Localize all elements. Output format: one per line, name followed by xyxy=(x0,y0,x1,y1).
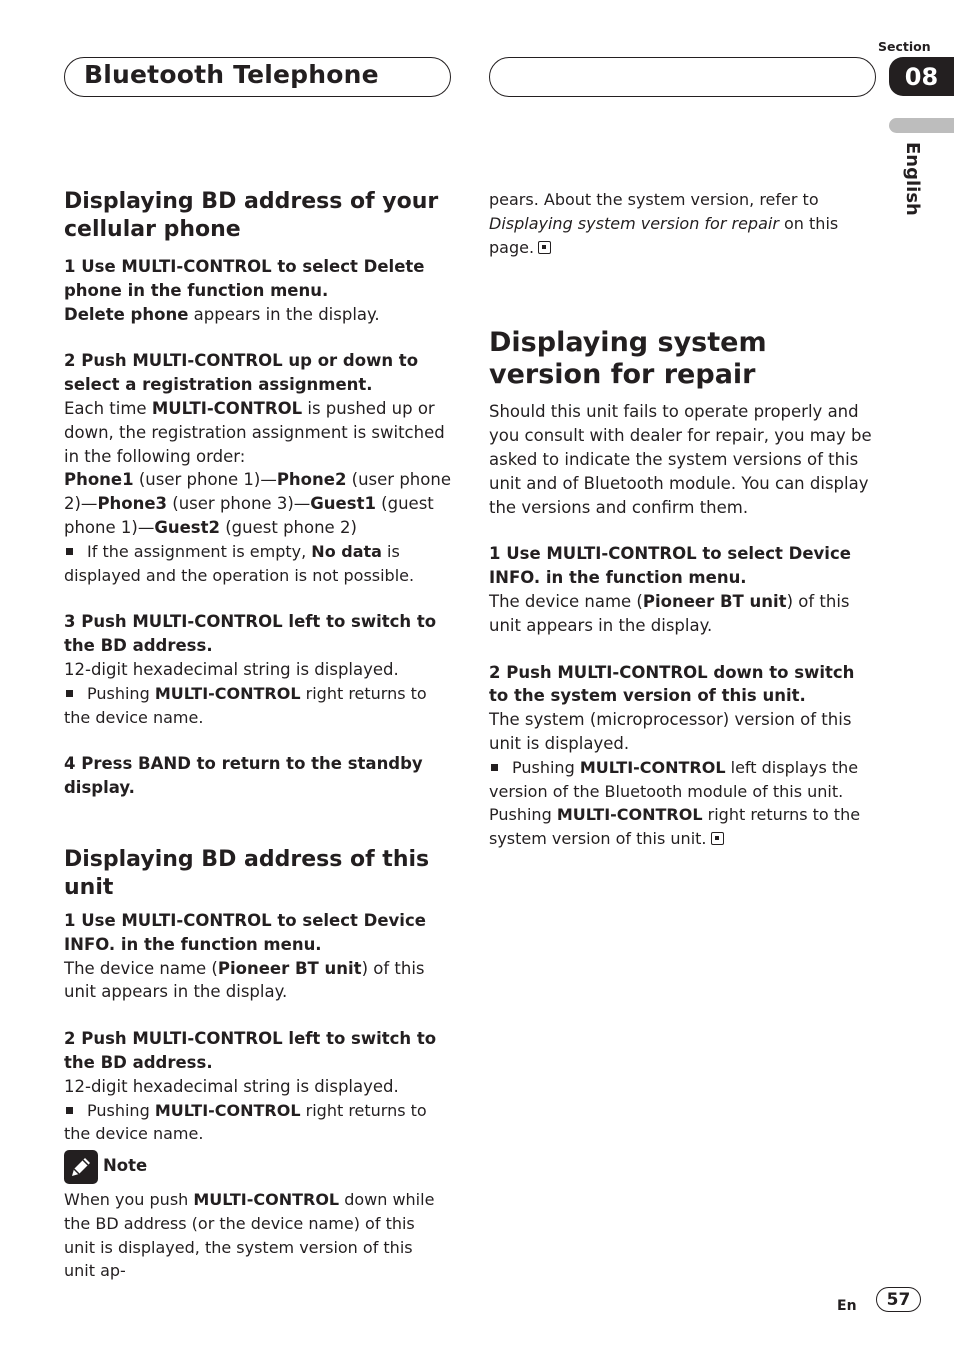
bullet-returns-device-name: Pushing MULTI-CONTROL right returns to the device name. xyxy=(64,683,427,727)
step-2-heading: 2 Push MULTI-CONTROL up or down to select a registration assignment. xyxy=(64,351,419,395)
sys-step-1-heading: 1 Use MULTI-CONTROL to select Device INFO. in the function menu. xyxy=(489,544,851,588)
left-column xyxy=(64,188,454,1146)
sys-step-2-text: The system (microprocessor) version of this unit is displayed. xyxy=(489,710,852,753)
right-column xyxy=(489,188,879,851)
bullet-icon xyxy=(66,690,73,697)
section-title-bd-unit: Displaying BD address of this unit xyxy=(64,846,430,900)
step-1-text: Delete phone appears in the display. xyxy=(64,304,380,324)
page-number: 57 xyxy=(876,1287,921,1312)
section-label: Section xyxy=(878,39,931,54)
sys-step-1-text: The device name (Pioneer BT unit) of this unit appears in the display. xyxy=(489,591,850,635)
section-number-badge: 08 xyxy=(889,57,954,96)
header-blank-frame xyxy=(489,57,876,97)
note-continuation: pears. About the system version, refer to Displaying system version for repair on this page. xyxy=(489,190,839,257)
bullet-empty-assignment: If the assignment is empty, No data is displayed and the operation is not possible. xyxy=(64,541,415,585)
step-3-heading: 3 Push MULTI-CONTROL left to switch to the BD address. xyxy=(64,612,437,656)
unit-step-2-heading: 2 Push MULTI-CONTROL left to switch to the BD address. xyxy=(64,1029,437,1072)
unit-step-1-text: The device name (Pioneer BT unit) of this unit appears in the display. xyxy=(64,958,425,1002)
step-4-heading: 4 Press BAND to return to the standby display. xyxy=(64,754,423,798)
page-header-title: Bluetooth Telephone xyxy=(84,60,379,89)
bullet-icon xyxy=(66,548,73,555)
note-label: Note xyxy=(103,1156,148,1175)
language-label: English xyxy=(902,142,923,216)
registration-order: Phone1 (user phone 1)—Phone2 (user phone 2)—Phone3 (user phone 3)—Guest1 (guest phone 1)—Guest2 (guest phone 2) xyxy=(64,470,451,537)
end-mark-icon xyxy=(538,241,551,254)
unit-step-1-heading: 1 Use MULTI-CONTROL to select Device INFO. in the function menu. xyxy=(64,910,426,954)
section-title-system-version: Displaying system version for repair xyxy=(489,327,767,391)
end-mark-icon xyxy=(711,832,724,845)
step-3-text: 12-digit hexadecimal string is displayed. xyxy=(64,659,399,679)
step-1-heading: 1 Use MULTI-CONTROL to select Delete phone in the function menu. xyxy=(64,257,425,300)
footer-language-code: En xyxy=(837,1298,857,1314)
unit-bullet-returns-device-name: Pushing MULTI-CONTROL right returns to the device name. xyxy=(64,1100,427,1144)
section-title-bd-cellular: Displaying BD address of your cellular phone xyxy=(64,189,439,242)
language-tab xyxy=(889,118,954,133)
bullet-icon xyxy=(491,764,498,771)
sys-bullet-bluetooth-version: Pushing MULTI-CONTROL left displays the version of the Bluetooth module of this unit. Pushing MULTI-CONTROL right returns to the system version of this unit. xyxy=(489,757,861,849)
unit-step-2-text: 12-digit hexadecimal string is displayed. xyxy=(64,1076,399,1096)
sys-step-2-heading: 2 Push MULTI-CONTROL down to switch to the system version of this unit. xyxy=(489,662,855,706)
system-version-intro: Should this unit fails to operate properly and you consult with dealer for repair, you may be asked to indicate the system versions of this unit and of Bluetooth module. You can display the versions and confirm them. xyxy=(489,402,872,517)
bullet-icon xyxy=(66,1107,73,1114)
note-text: When you push MULTI-CONTROL down while the BD address (or the device name) of this unit is displayed, the system version of this unit ap- xyxy=(64,1190,435,1281)
step-2-text: Each time MULTI-CONTROL is pushed up or down, the registration assignment is switched in the following order: xyxy=(64,398,445,466)
note-pencil-icon xyxy=(64,1150,98,1184)
